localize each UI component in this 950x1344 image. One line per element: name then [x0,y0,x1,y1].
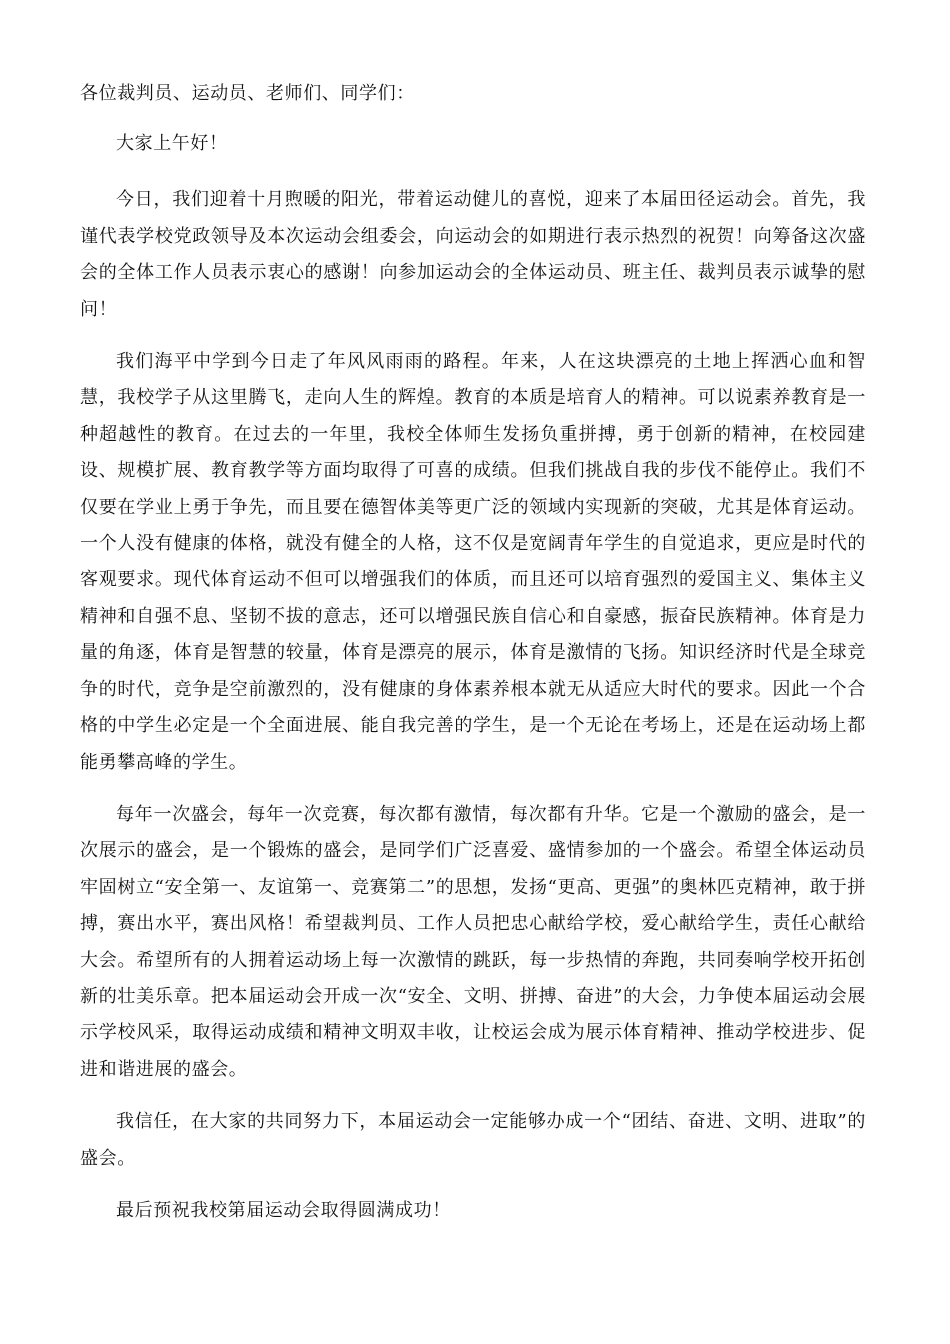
salutation: 各位裁判员、运动员、老师们、同学们： [80,83,415,104]
school-history-paragraph: 我们海平中学到今日走了年风风雨雨的路程。年来，人在这块漂亮的土地上挥洒心血和智慧，我校学子从这里腾飞，走向人生的辉煌。教育的本质是培育人的精神。可以说素养教育是一种超越性的教育。在过去的一年里，我校全体师生发扬负重拼搏，勇于创新的精神，在校园建设、规模扩展、教育教学等方面均取得了可喜的成绩。但我们挑战自我的步伐不能停止。我们不仅要在学业上勇于争先，而且要在德智体美等更广泛的领域内实现新的突破，尤其是体育运动。一个人没有健康的体格，就没有健全的人格，这不仅是宽阔青年学生的自觉追求，更应是时代的客观要求。现代体育运动不但可以增强我们的体质，而且还可以培育强烈的爱国主义、集体主义精神和自强不息、坚韧不拔的意志，还可以增强民族自信心和自豪感，振奋民族精神。体育是力量的角逐，体育是智慧的较量，体育是漂亮的展示，体育是激情的飞扬。知识经济时代是全球竞争的时代，竞争是空前激烈的，没有健康的身体素养根本就无从适应大时代的要求。因此一个合格的中学生必定是一个全面进展、能自我完善的学生，是一个无论在考场上，还是在运动场上都能勇攀高峰的学生。 [80,351,866,773]
greeting-paragraph: 大家上午好！ [116,133,228,154]
closing-paragraph: 最后预祝我校第届运动会取得圆满成功！ [116,1199,451,1221]
event-hopes-paragraph: 每年一次盛会，每年一次竞赛，每次都有激情，每次都有升华。它是一个激励的盛会，是一次展示的盛会，是一个锻炼的盛会，是同学们广泛喜爱、盛情参加的一个盛会。希望全体运动员牢固树立“安全第一、友谊第一、竞赛第二”的思想，发扬“更高、更强”的奥林匹克精神，敢于拼搏，赛出水平，赛出风格！希望裁判员、工作人员把忠心献给学校，爱心献给学生，责任心献给大会。希望所有的人拥着运动场上每一次激情的跳跃，每一步热情的奔跑，共同奏响学校开拓创新的壮美乐章。把本届运动会开成一次“安全、文明、拼搏、奋进”的大会，力争使本届运动会展示学校风采，取得运动成绩和精神文明双丰收，让校运会成为展示体育精神、推动学校进步、促进和谐进展的盛会。 [80,803,866,1080]
opening-paragraph: 今日，我们迎着十月煦暖的阳光，带着运动健儿的喜悦，迎来了本届田径运动会。首先，我谨代表学校党政领导及本次运动会组委会，向运动会的如期进行表示热烈的祝贺！向筹备这次盛会的全体工作人员表示衷心的感谢！向参加运动会的全体运动员、班主任、裁判员表示诚挚的慰问！ [80,189,866,320]
confidence-paragraph: 我信任，在大家的共同努力下，本届运动会一定能够办成一个“团结、奋进、文明、进取”的盛会。 [80,1111,866,1169]
